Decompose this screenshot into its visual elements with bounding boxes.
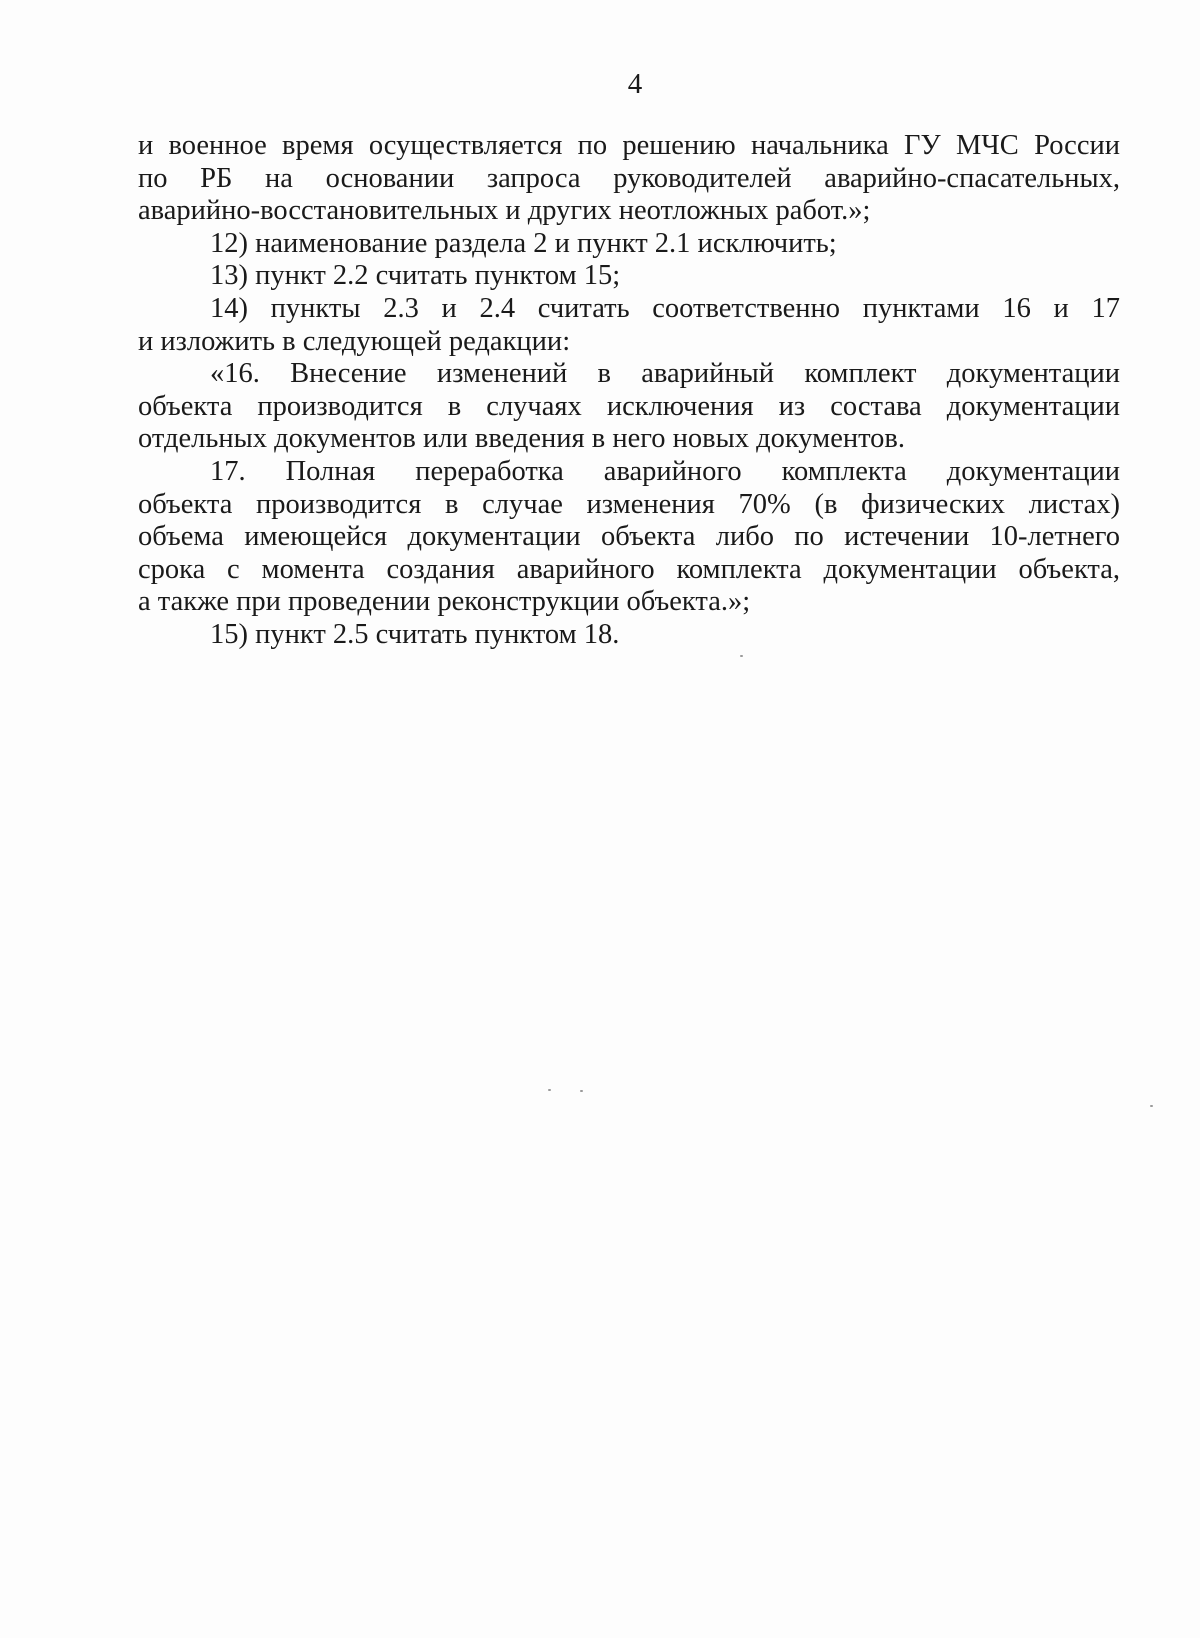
quoted-paragraph-start: «16. Внесение изменений в аварийный комплект документации bbox=[210, 358, 1120, 390]
text-line: отдельных документов или введения в него новых документов. bbox=[138, 423, 906, 455]
text-line: а также при проведении реконструкции объекта.»; bbox=[138, 586, 751, 618]
text-line: и военное время осуществляется по решению начальника ГУ МЧС России bbox=[138, 130, 1120, 161]
scan-speck bbox=[740, 655, 743, 657]
list-item: 12) наименование раздела 2 и пункт 2.1 исключить; bbox=[210, 227, 837, 259]
scan-speck bbox=[580, 1090, 583, 1092]
text-line: объема имеющейся документации объекта либо по истечении 10-летнего bbox=[138, 521, 1120, 553]
text-line: аварийно-восстановительных и других неотложных работ.»; bbox=[138, 195, 871, 227]
document-body bbox=[138, 130, 1120, 652]
scan-speck bbox=[1150, 1105, 1153, 1107]
paragraph-start: 17. Полная переработка аварийного комплекта документации bbox=[210, 455, 1120, 487]
text-line: объекта производится в случае изменения 70% (в физических листах) bbox=[138, 488, 1120, 520]
list-item: 15) пункт 2.5 считать пунктом 18. bbox=[210, 618, 620, 650]
scan-speck bbox=[548, 1089, 551, 1091]
page-number: 4 bbox=[627, 68, 643, 100]
list-item: 13) пункт 2.2 считать пунктом 15; bbox=[210, 260, 621, 292]
text-line: по РБ на основании запроса руководителей аварийно-спасательных, bbox=[138, 162, 1120, 194]
list-item: 14) пункты 2.3 и 2.4 считать соответственно пунктами 16 и 17 bbox=[210, 292, 1120, 324]
text-line: срока с момента создания аварийного комплекта документации объекта, bbox=[138, 553, 1120, 585]
text-line: объекта производится в случаях исключения из состава документации bbox=[138, 390, 1120, 422]
text-line: и изложить в следующей редакции: bbox=[138, 325, 571, 357]
